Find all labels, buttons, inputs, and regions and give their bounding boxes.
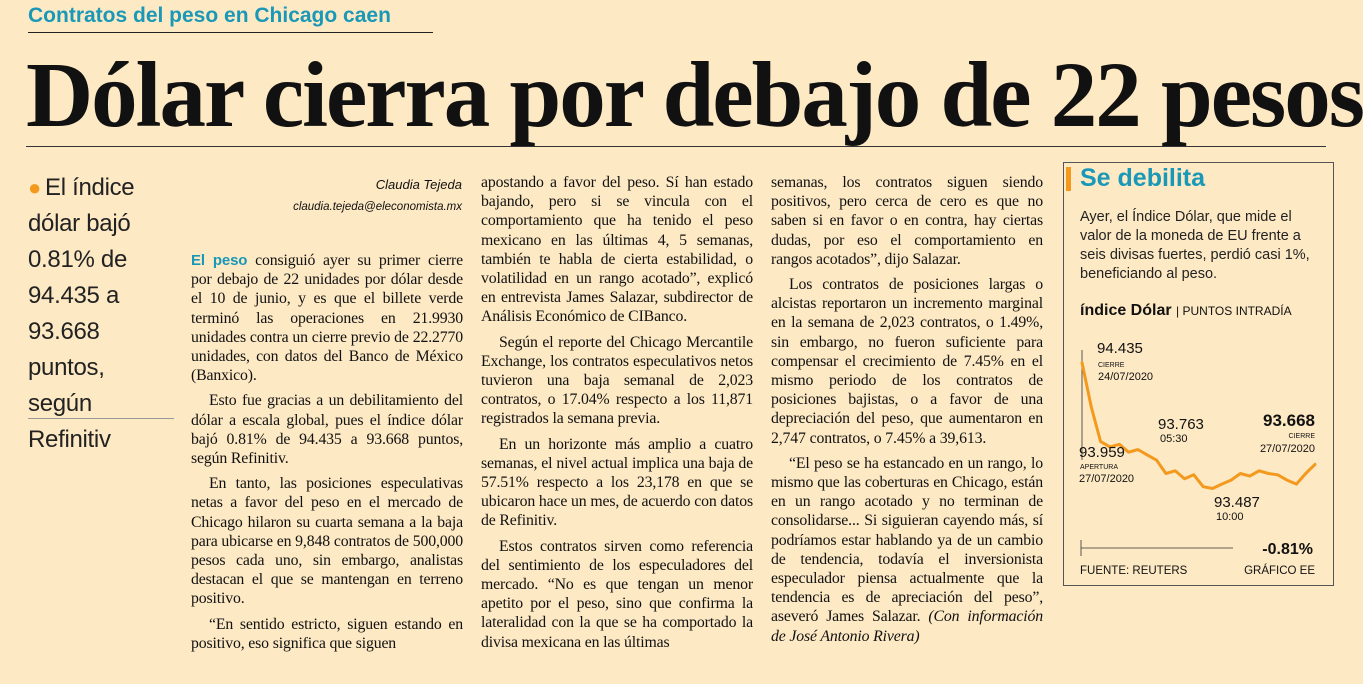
chart-header bbox=[1080, 302, 1292, 320]
dollar-index-chart bbox=[1063, 330, 1333, 560]
paragraph-10: Los contratos de posiciones largas o alcistas reportaron un incremento marginal en la semana de 2,023 contratos, o 1.49%, sin embargo, no fueron suficiente para compensar el crecimiento de 7.45% en el mismo periodo de los contratos de posiciones bajistas, o a favor de una depreciación del peso, que aumentaron en 2,747 contratos, o 7.45% a 39,613. bbox=[771, 276, 1043, 447]
summary-divider bbox=[28, 418, 174, 419]
paragraph-2: Esto fue gracias a un debilitamiento del dólar a escala global, pues el índice dólar bajó 0.81% de 94.435 a 93.668 puntos, según Refinitiv. bbox=[191, 392, 463, 468]
paragraph-1-text: consiguió ayer su primer cierre por debajo de 22 unidades por dólar desde el 10 de junio, y es que el billete verde terminó las operaciones en 21.9930 unidades contra un cierre previo de 22.2770 unidades, con datos del Banco de México (Banxico). bbox=[191, 252, 463, 385]
chart-source: FUENTE: REUTERS bbox=[1080, 565, 1188, 577]
mid-value-label: 93.763 bbox=[1158, 416, 1204, 433]
bullet-dot-icon: ● bbox=[28, 175, 41, 200]
paragraph-3: En tanto, las posiciones especulativas netas a favor del peso en el mercado de Chicago hilaron su cuarta semana a la baja para ubicarse en 9,848 contratos de 500,000 pesos cada uno, sin embargo, analistas destacan el que se mantengan en terreno positivo. bbox=[191, 475, 463, 608]
open-value-label: 93.959 bbox=[1079, 444, 1125, 461]
author-email[interactable]: claudia.tejeda@eleconomista.mx bbox=[293, 201, 462, 213]
chart-subtitle: | PUNTOS INTRADÍA bbox=[1176, 304, 1292, 318]
high-value-label: 94.435 bbox=[1097, 340, 1143, 357]
kicker: Contratos del peso en Chicago caen bbox=[28, 4, 433, 33]
low-time-label: 10:00 bbox=[1216, 511, 1244, 523]
paragraph-11-text: “El peso se ha estancado en un rango, lo mismo que las coberturas en Chicago, están en un rango acotado y no terminan de consolidarse... Si siguieran cayendo más, sí podríamos estar hablando ya de un cambio de tendencia, todavía el inversionista especulador piensa actualmente que la tendencia es de apreciación del peso”, aseveró James Salazar. bbox=[771, 454, 1043, 626]
paragraph-8: Estos contratos sirven como referencia del sentimiento de los especuladores del mercado. “No es que tengan un menor apetito por el peso, sino que confirma la lateralidad con la que se ha comportado la divisa mexicana en las últimas bbox=[481, 537, 753, 651]
paragraph-1 bbox=[191, 251, 463, 385]
sidebar-text: Ayer, el Índice Dólar, que mide el valor de la moneda de EU frente a seis divisas fuertes, perdió casi 1%, beneficiando al peso. bbox=[1080, 209, 1310, 282]
high-label-1: CIERRE bbox=[1098, 362, 1125, 369]
headline: Dólar cierra por debajo de 22 pesos bbox=[26, 44, 1363, 147]
top-divider bbox=[26, 146, 1326, 147]
change-value: -0.81% bbox=[1262, 541, 1313, 558]
author-name: Claudia Tejeda bbox=[375, 177, 462, 192]
article-column-1 bbox=[191, 251, 463, 659]
sidebar-accent-bar bbox=[1066, 167, 1071, 191]
close-label-1: CIERRE bbox=[1288, 433, 1315, 440]
chart-title: índice Dólar bbox=[1080, 302, 1172, 319]
close-value-label: 93.668 bbox=[1263, 411, 1315, 430]
paragraph-11 bbox=[771, 454, 1043, 646]
lead-words: El peso bbox=[191, 252, 248, 269]
open-label-1: APERTURA bbox=[1080, 464, 1118, 471]
paragraph-6: Según el reporte del Chicago Mercantile Exchange, los contratos especulativos netos tuvieron una baja semanal de 2,023 contratos, o 17.04% respecto a los 11,871 registrados la semana previa. bbox=[481, 333, 753, 428]
summary-text: El índice dólar bajó 0.81% de 94.435 a 93.668 puntos, según Refinitiv bbox=[28, 174, 135, 453]
sidebar-title: Se debilita bbox=[1080, 164, 1206, 192]
close-label-2: 27/07/2020 bbox=[1259, 443, 1315, 455]
open-label-2: 27/07/2020 bbox=[1079, 473, 1135, 485]
chart-credit: GRÁFICO EE bbox=[1244, 565, 1315, 577]
paragraph-5: apostando a favor del peso. Sí han estado bajando, pero si se vincula con el comportamiento que ha tenido el peso mexicano en las últimas 4, 5 semanas, también te habla de cierta estabilidad, o volatilidad en un rango acotado”, explicó en entrevista James Salazar, subdirector de Análisis Económico de CIBanco. bbox=[481, 174, 753, 326]
report-credit: (Con información de José Antonio Rivera) bbox=[771, 608, 1043, 645]
paragraph-9: semanas, los contratos siguen siendo positivos, pero cerca de cero es que no saben si en favor o en contra, hay ciertas dudas, por eso el comportamiento en rangos acotados”, dijo Salazar. bbox=[771, 174, 1043, 268]
byline bbox=[293, 174, 462, 218]
paragraph-4: “En sentido estricto, siguen estando en positivo, eso significa que siguen bbox=[191, 615, 463, 652]
article-column-3 bbox=[771, 173, 1043, 652]
low-value-label: 93.487 bbox=[1214, 494, 1260, 511]
paragraph-7: En un horizonte más amplio a cuatro semanas, el nivel actual implica una baja de 57.51% respecto a los 23,178 en que se ubicaron hace un mes, de acuerdo con datos de Refinitiv. bbox=[481, 435, 753, 530]
high-label-2: 24/07/2020 bbox=[1098, 371, 1154, 383]
summary bbox=[28, 170, 174, 458]
article-column-2 bbox=[481, 173, 753, 658]
mid-time-label: 05:30 bbox=[1160, 433, 1188, 445]
